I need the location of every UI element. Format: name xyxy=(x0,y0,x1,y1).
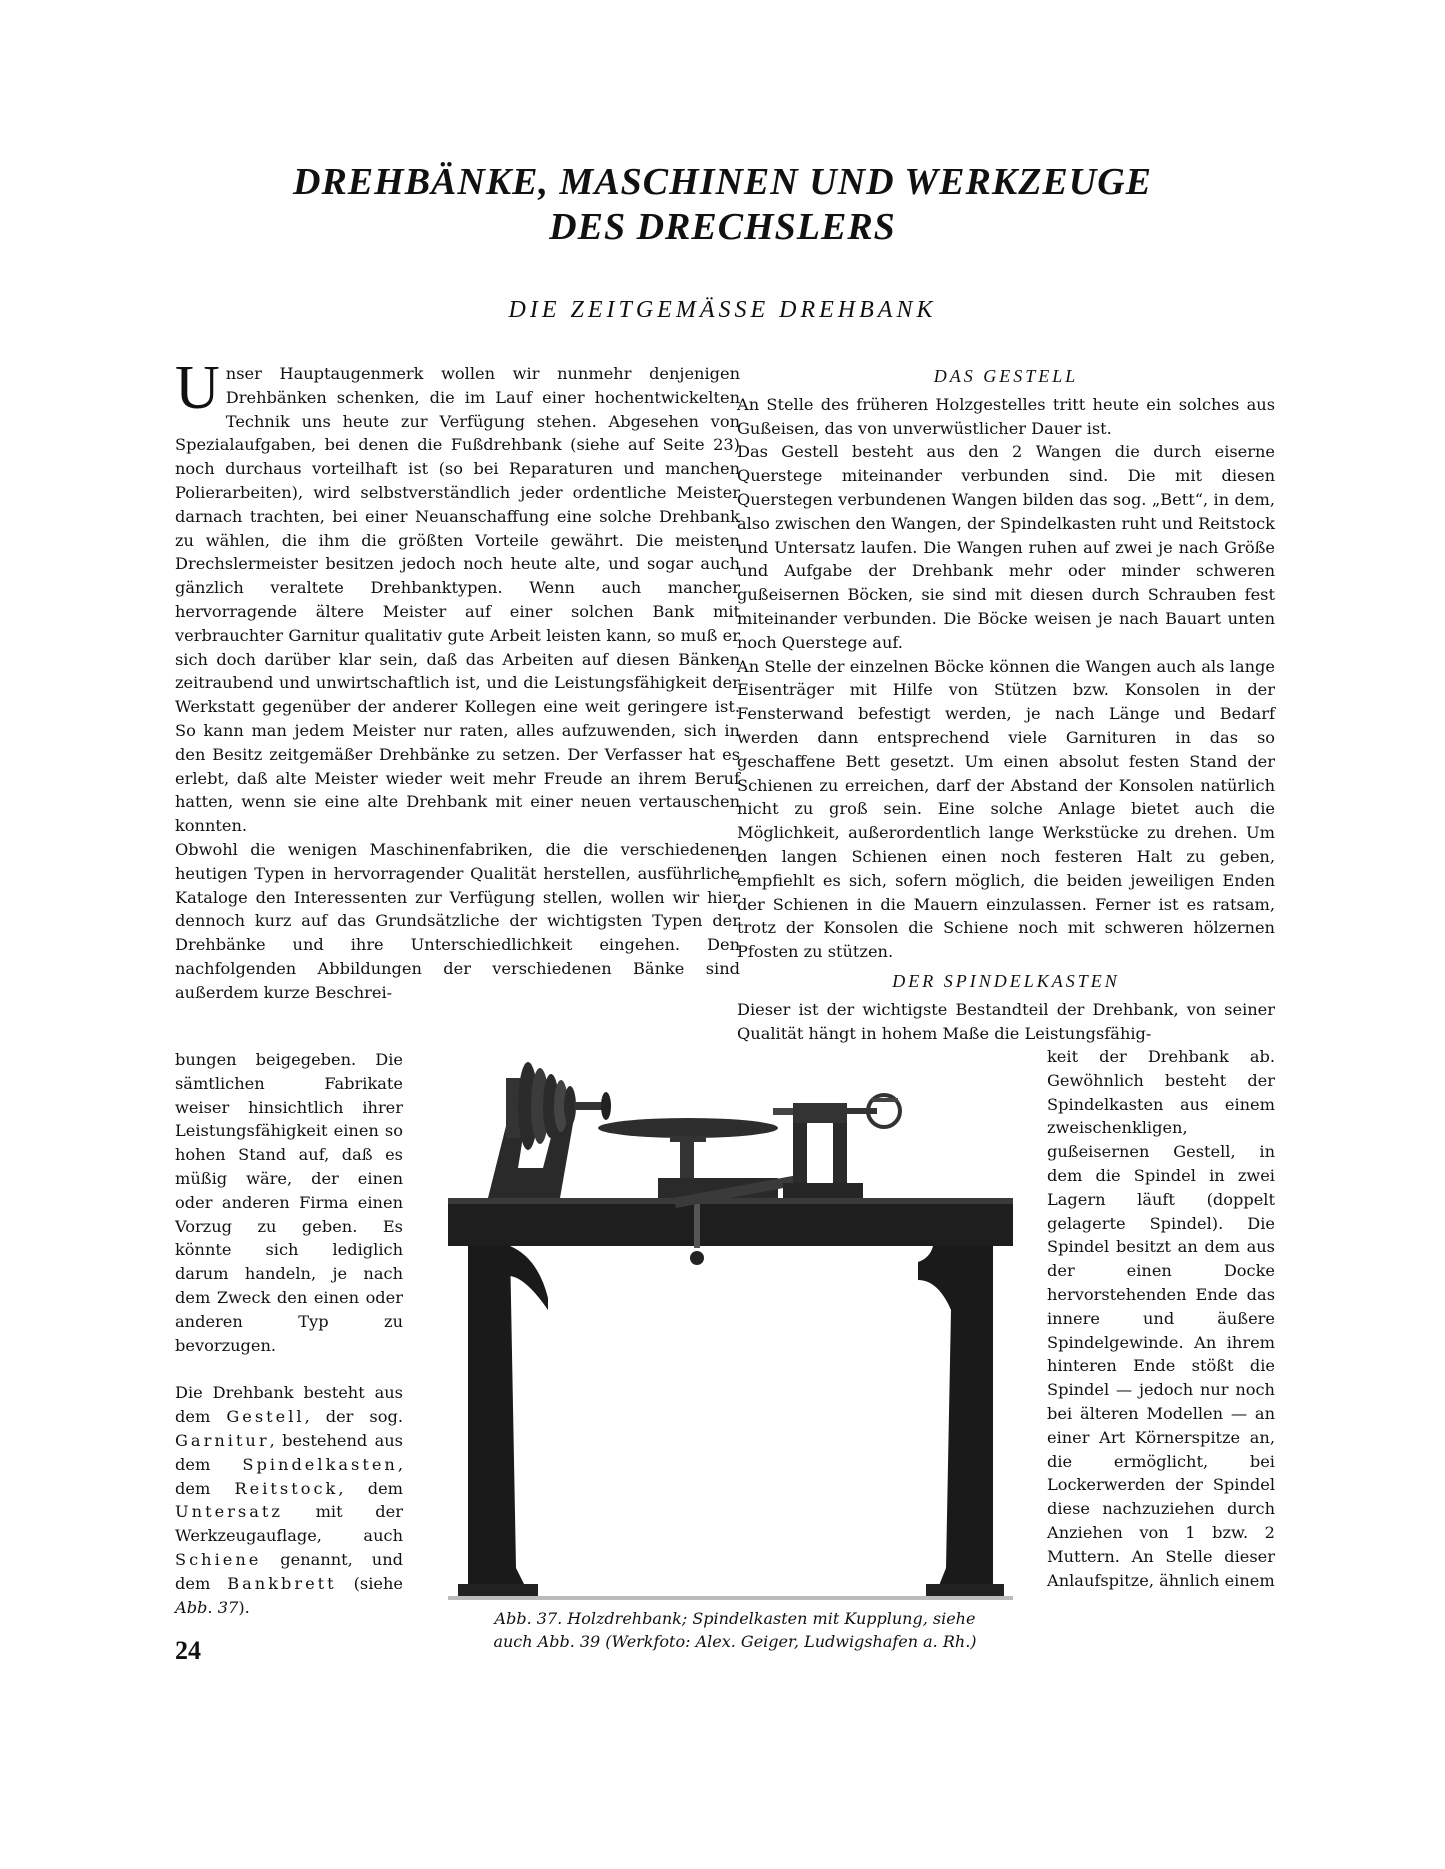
term-garnitur: Garnitur xyxy=(175,1430,270,1450)
title-line-2: DES DRECHSLERS xyxy=(549,206,896,248)
left-column-bottom xyxy=(175,1048,403,1619)
components-text-g: genannt, und dem xyxy=(175,1549,403,1593)
paragraph-spindel-start: Dieser ist der wichtigste Bestandteil der Drehbank, von seiner Qualität hängt in hohem Maße die Leistungsfähig- xyxy=(737,999,1275,1043)
heading-der-spindelkasten: DER SPINDELKASTEN xyxy=(892,970,1120,991)
components-text-a: Die Drehbank besteht aus dem xyxy=(175,1383,403,1427)
section-subtitle: DIE ZEITGEMÄSSE DREHBANK xyxy=(508,297,937,323)
left-column-top xyxy=(175,354,740,1005)
components-text-b: , der sog. xyxy=(304,1407,403,1427)
title-line-1: DREHBÄNKE, MASCHINEN UND WERKZEUGE xyxy=(293,161,1152,203)
components-text-i: ). xyxy=(238,1597,250,1617)
term-gestell: Gestell xyxy=(226,1407,305,1427)
figure-lathe-photo xyxy=(448,1048,1013,1604)
paragraph-intro xyxy=(175,354,740,838)
caption-line-2: auch Abb. 39 (Werkfoto: Alex. Geiger, Ludwigshafen a. Rh.) xyxy=(493,1632,977,1651)
right-column-bottom xyxy=(1047,1045,1275,1592)
paragraph-catalogs-end: bungen beigegeben. Die sämtlichen Fabrikate weiser hinsichtlich ihrer Leistungsfähigkeit einen so hohen Stand auf, daß es müßig wäre, der einen oder anderen Firma einen Vorzug zu geben. Es könnte sich lediglich darum handeln, je nach dem Zweck den einen oder anderen Typ zu bevorzugen. xyxy=(175,1050,403,1355)
components-text-e: , dem xyxy=(338,1478,403,1498)
paragraph-intro-text: nser Hauptaugenmerk wollen wir nunmehr denjenigen Drehbänken schenken, die im Lauf einer hochentwickelten Technik uns heute zur Verfügung stehen. Abgesehen von Spezialaufgaben, bei denen die Fußdrehbank (siehe auf Seite 23) noch durchaus vorteilhaft ist (so bei Reparaturen und manchen Polierarbeiten), wird selbstverständlich jeder ordentliche Meister darnach trachten, bei einer Neuanschaffung eine solche Drehbank zu wählen, die ihm die größten Vorteile gewährt. Die meisten Drechslermeister besitzen jedoch noch heute alte, und sogar auch gänzlich veraltete Drehbanktypen. Wenn auch mancher hervorragende ältere Meister auf einer solchen Bank mit verbrauchter Garnitur qualitativ gute Arbeit leisten kann, so muß er sich doch darüber klar sein, daß das Arbeiten auf diesen Bänken zeitraubend und unwirtschaftlich ist, und die Leistungsfähigkeit der Werkstatt gegenüber der anderer Kollegen eine weit geringere ist. So kann man jedem Meister nur raten, alles aufzuwenden, sich in den Besitz zeitgemäßer Drehbänke zu setzen. Der Verfasser hat es erlebt, daß alte Meister wieder weit mehr Freude an ihrem Beruf hatten, wenn sie eine alte Drehbank mit einer neuen vertauschen konnten. xyxy=(175,364,740,836)
paragraph-catalogs: Obwohl die wenigen Maschinenfabriken, die die verschiedenen heutigen Typen in hervorragender Qualität herstellen, ausführliche Kataloge den Interessenten zur Verfügung stellen, wollen wir hier dennoch kurz auf das Grundsätzliche der wichtigsten Typen der Drehbänke und ihre Unterschiedlichkeit eingehen. Den nachfolgenden Abbildungen der verschiedenen Bänke sind außerdem kurze Beschrei- xyxy=(175,839,740,1002)
paragraph-gestell-2: Das Gestell besteht aus den 2 Wangen die durch eiserne Querstege miteinander verbunden sind. Die mit diesen Querstegen verbundenen Wangen bilden das sog. „Bett“, in dem, also zwischen den Wangen, der Spindelkasten ruht und Reitstock und Untersatz laufen. Die Wangen ruhen auf zwei je nach Größe und Aufgabe der Drehbank mehr oder minder schweren gußeisernen Böcken, sie sind mit diesen durch Schrauben fest miteinander verbunden. Die Böcke weisen je nach Bauart unten noch Querstege auf. xyxy=(737,442,1275,652)
term-bankbrett: Bankbrett xyxy=(227,1573,337,1593)
heading-das-gestell: DAS GESTELL xyxy=(933,366,1079,386)
page-number: 24 xyxy=(175,1636,201,1665)
components-text-h: (siehe xyxy=(336,1573,404,1593)
page-title xyxy=(0,160,1445,250)
term-spindelkasten: Spindelkasten xyxy=(242,1454,398,1474)
term-schiene: Schiene xyxy=(175,1549,262,1569)
paragraph-spindel-continued: keit der Drehbank ab. Gewöhnlich besteht der Spindelkasten aus einem zweischenkligen, gußeisernen Gestell, in dem die Spindel in zwei Lagern läuft (doppelt gelagerte Spindel). Die Spindel besitzt an dem aus der einen Docke hervorstehenden Ende das innere und äußere Spindelgewinde. An ihrem hinteren Ende stößt die Spindel — jedoch nur noch bei älteren Modellen — an einer Art Körnerspitze an, die ermöglicht, bei Lockerwerden der Spindel diese nachzuziehen durch Anziehen von 1 bzw. 2 Muttern. An Stelle dieser Anlaufspitze, ähnlich einem xyxy=(1047,1047,1275,1590)
lathe-illustration xyxy=(448,1048,1013,1604)
paragraph-components xyxy=(175,1381,403,1619)
right-column-top xyxy=(737,365,1275,1045)
paragraph-gestell-1: An Stelle des früheren Holzgestelles tritt heute ein solches aus Gußeisen, das von unverwüstlicher Dauer ist. xyxy=(737,394,1275,438)
drop-cap: U xyxy=(175,354,220,422)
figure-reference: Abb. 37 xyxy=(175,1597,239,1617)
term-untersatz: Untersatz xyxy=(175,1502,283,1522)
caption-line-1: Abb. 37. Holzdrehbank; Spindelkasten mit Kupplung, siehe xyxy=(494,1609,976,1628)
paragraph-gestell-3: An Stelle der einzelnen Böcke können die Wangen auch als lange Eisenträger mit Hilfe von Stützen bzw. Konsolen in der Fensterwand befestigt werden, je nach Länge und Bedarf werden dann entsprechend viele Garnituren in das so geschaffene Bett gesetzt. Um einen absolut festen Stand der Schienen zu erreichen, darf der Abstand der Konsolen natürlich nicht zu groß sein. Eine solche Anlage bietet auch die Möglichkeit, außerordentlich lange Werkstücke zu drehen. Um den langen Schienen einen noch festeren Halt zu geben, empfiehlt es sich, sofern möglich, die beiden jeweiligen Enden der Schienen in die Mauern einzulassen. Ferner ist es ratsam, trotz der Konsolen die Schiene noch mit schweren hölzernen Pfosten zu stützen. xyxy=(737,656,1275,962)
term-reitstock: Reitstock xyxy=(234,1478,339,1498)
components-text-c: , bestehend aus dem xyxy=(175,1430,403,1474)
figure-caption xyxy=(440,1607,1030,1653)
components-text-f: mit der Werkzeugauflage, auch xyxy=(175,1502,403,1546)
components-text-d: , dem xyxy=(175,1454,403,1498)
